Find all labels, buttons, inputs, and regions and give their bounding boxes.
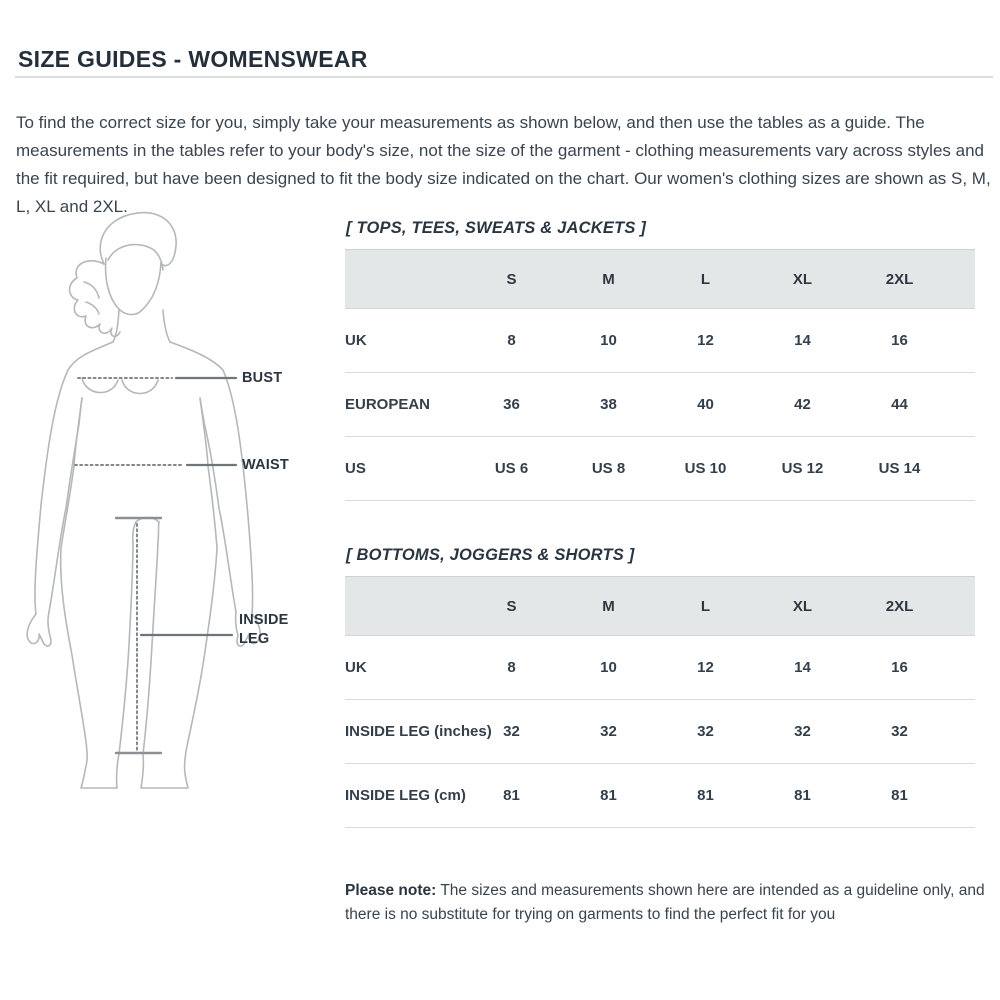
size-cell: US 12 xyxy=(754,437,851,501)
size-cell: 38 xyxy=(560,373,657,437)
spacer-cell xyxy=(948,437,975,501)
size-cell: 42 xyxy=(754,373,851,437)
hair-curl-lines xyxy=(84,282,99,314)
size-cell: US 14 xyxy=(851,437,948,501)
size-cell: 44 xyxy=(851,373,948,437)
table-row xyxy=(345,309,975,373)
tops-section xyxy=(345,219,993,501)
col-header-xl: XL xyxy=(754,250,851,309)
size-cell: 81 xyxy=(851,764,948,828)
inside-leg-label-line2: LEG xyxy=(239,631,270,647)
spacer-cell xyxy=(948,636,975,700)
col-header-xl: XL xyxy=(754,577,851,636)
col-header-s: S xyxy=(463,250,560,309)
footnote xyxy=(345,879,990,927)
row-label: INSIDE LEG (cm) xyxy=(345,764,463,828)
footnote-text: The sizes and measurements shown here are intended as a guideline only, and there is no substitute for trying on garments to find the perfect fit for you xyxy=(345,882,985,923)
col-header-s: S xyxy=(463,577,560,636)
size-cell: US 8 xyxy=(560,437,657,501)
table-row xyxy=(345,437,975,501)
torso-right-leg-outline xyxy=(141,398,217,788)
header-spacer-cell xyxy=(345,250,463,309)
hair-outline xyxy=(100,213,176,266)
bottoms-header-row xyxy=(345,577,975,636)
size-cell: US 10 xyxy=(657,437,754,501)
size-cell: 16 xyxy=(851,636,948,700)
size-cell: 81 xyxy=(560,764,657,828)
col-header-m: M xyxy=(560,577,657,636)
spacer-cell xyxy=(948,764,975,828)
col-header-2xl: 2XL xyxy=(851,577,948,636)
table-row xyxy=(345,764,975,828)
right-arm-outline xyxy=(163,310,260,646)
tops-size-table xyxy=(345,249,975,501)
spacer-cell xyxy=(948,309,975,373)
size-cell: 32 xyxy=(560,700,657,764)
bust-label: BUST xyxy=(242,370,283,386)
size-cell: 81 xyxy=(657,764,754,828)
inside-leg-label xyxy=(239,611,289,649)
row-label: UK xyxy=(345,309,463,373)
size-cell: 14 xyxy=(754,309,851,373)
col-header-l: L xyxy=(657,577,754,636)
size-cell: 16 xyxy=(851,309,948,373)
size-cell: 12 xyxy=(657,636,754,700)
row-label: US xyxy=(345,437,463,501)
bottoms-table-title: [ BOTTOMS, JOGGERS & SHORTS ] xyxy=(346,546,635,564)
size-cell: 10 xyxy=(560,636,657,700)
table-row xyxy=(345,373,975,437)
bottoms-size-table xyxy=(345,576,975,828)
header-spacer-cell xyxy=(948,250,975,309)
size-cell: 32 xyxy=(463,700,560,764)
size-cell: 8 xyxy=(463,636,560,700)
size-cell: 32 xyxy=(851,700,948,764)
tops-header-row xyxy=(345,250,975,309)
measurement-figure xyxy=(20,200,340,820)
col-header-l: L xyxy=(657,250,754,309)
col-header-m: M xyxy=(560,250,657,309)
page-title: SIZE GUIDES - WOMENSWEAR xyxy=(18,46,368,73)
size-cell: 36 xyxy=(463,373,560,437)
inside-leg-label-line1: INSIDE xyxy=(239,612,289,628)
row-label: EUROPEAN xyxy=(345,373,463,437)
spacer-cell xyxy=(948,700,975,764)
bust-curves xyxy=(82,378,158,394)
title-divider xyxy=(15,76,993,78)
size-cell: 32 xyxy=(754,700,851,764)
spacer-cell xyxy=(948,373,975,437)
header-spacer-cell xyxy=(345,577,463,636)
size-cell: 14 xyxy=(754,636,851,700)
size-cell: 81 xyxy=(463,764,560,828)
header-spacer-cell xyxy=(948,577,975,636)
size-cell: US 6 xyxy=(463,437,560,501)
tops-table-title: [ TOPS, TEES, SWEATS & JACKETS ] xyxy=(346,219,647,237)
torso-left-leg-outline xyxy=(61,398,136,788)
size-cell: 8 xyxy=(463,309,560,373)
hair-fringe xyxy=(108,245,163,270)
size-cell: 40 xyxy=(657,373,754,437)
size-cell: 10 xyxy=(560,309,657,373)
size-cell: 81 xyxy=(754,764,851,828)
table-row xyxy=(345,636,975,700)
woman-figure-icon xyxy=(20,200,340,820)
size-cell: 32 xyxy=(657,700,754,764)
row-label: INSIDE LEG (inches) xyxy=(345,700,463,764)
face-outline xyxy=(106,258,161,315)
size-tables-column xyxy=(345,219,993,943)
table-row xyxy=(345,700,975,764)
col-header-2xl: 2XL xyxy=(851,250,948,309)
size-cell: 12 xyxy=(657,309,754,373)
bottoms-section xyxy=(345,546,993,828)
row-label: UK xyxy=(345,636,463,700)
footnote-emphasis: Please note: xyxy=(345,882,437,899)
waist-label: WAIST xyxy=(242,457,289,473)
intro-paragraph: To find the correct size for you, simply take your measurements as shown below, and then use the tables as a guide. The measurements in the tables refer to your body's size, not the size of the garment - clothing measurements vary across styles and the fit required, but have been designed to fit the body size indicated on the chart. Our women's clothing sizes are shown as S, M, L, XL and 2XL. xyxy=(16,113,991,216)
